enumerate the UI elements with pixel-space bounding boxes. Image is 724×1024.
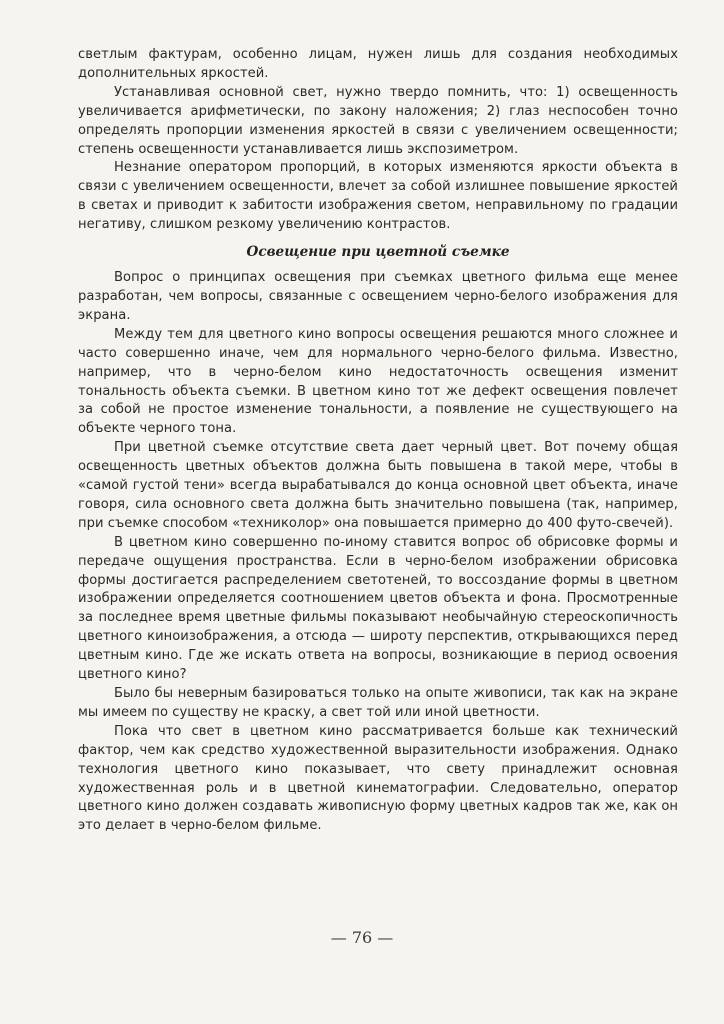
- paragraph-7: В цветном кино совершенно по-иному ставится вопрос об обрисовке формы и передаче ощущения пространства. Если в черно-белом изображении обрисовка формы достигается распределением светотеней, то воссоздание формы в цветном изображении определяется соотношением цветов объекта и фона. Просмотренные за последнее время цветные фильмы показывают необычайную стереоскопичность цветного киноизображения, а отсюда — широту перспектив, открывающихся перед цветным кино. Где же искать ответа на вопросы, возникающие в период освоения цветного кино?: [78, 534, 678, 683]
- paragraph-8: Было бы неверным базироваться только на опыте живописи, так как на экране мы имеем по существу не краску, а свет той или иной цветности.: [78, 686, 678, 720]
- paragraph-9: Пока что свет в цветном кино рассматривается больше как технический фактор, чем как средство художественной выразительности изображения. Однако технология цветного кино показывает, что свету принадлежит основная художественная роль и в цветной кинематографии. Следовательно, оператор цветного кино должен создавать живописную форму цветных кадров так же, как он это делает в черно-белом фильме.: [78, 723, 678, 834]
- paragraph-5: Между тем для цветного кино вопросы освещения решаются много сложнее и часто совершенно иначе, чем для нормального черно-белого фильма. Известно, например, что в черно-белом кино недостаточность освещения изменит тональность объекта съемки. В цветном кино тот же дефект освещения повлечет за собой не простое изменение тональности, а появление не существующего на объекте черного тона.: [78, 326, 678, 437]
- paragraph-2: Устанавливая основной свет, нужно твердо помнить, что: 1) освещенность увеличивается арифметически, по закону наложения; 2) глаз неспособен точно определять пропорции изменения яркостей в связи с увеличением освещенности; степень освещенности устанавливается лишь экспозиметром.: [78, 84, 678, 157]
- text-block: [78, 46, 678, 836]
- paragraph-6: При цветной съемке отсутствие света дает черный цвет. Вот почему общая освещенность цветных объектов должна быть повышена в такой мере, чтобы в «самой густой тени» всегда вырабатывался до конца основной цвет объекта, иначе говоря, сила основного света должна быть значительно повышена (так, например, при съемке способом «техниколор» она повышается примерно до 400 футо-свечей).: [78, 440, 678, 531]
- page-number: — 76 —: [330, 928, 394, 947]
- section-heading: Освещение при цветной съемке: [246, 244, 510, 261]
- paragraph-3: Незнание оператором пропорций, в которых изменяются яркости объекта в связи с увеличением освещенности, влечет за собой излишнее повышение яркостей в светах и приводит к забитости изображения светом, неправильному по градации негативу, слишком резкому увеличению контрастов.: [78, 160, 678, 233]
- paragraph-4: Вопрос о принципах освещения при съемках цветного фильма еще менее разработан, чем вопросы, связанные с освещением черно-белого изображения для экрана.: [78, 270, 678, 323]
- paragraph-1: светлым фактурам, особенно лицам, нужен лишь для создания необходимых дополнительных яркостей.: [78, 47, 678, 81]
